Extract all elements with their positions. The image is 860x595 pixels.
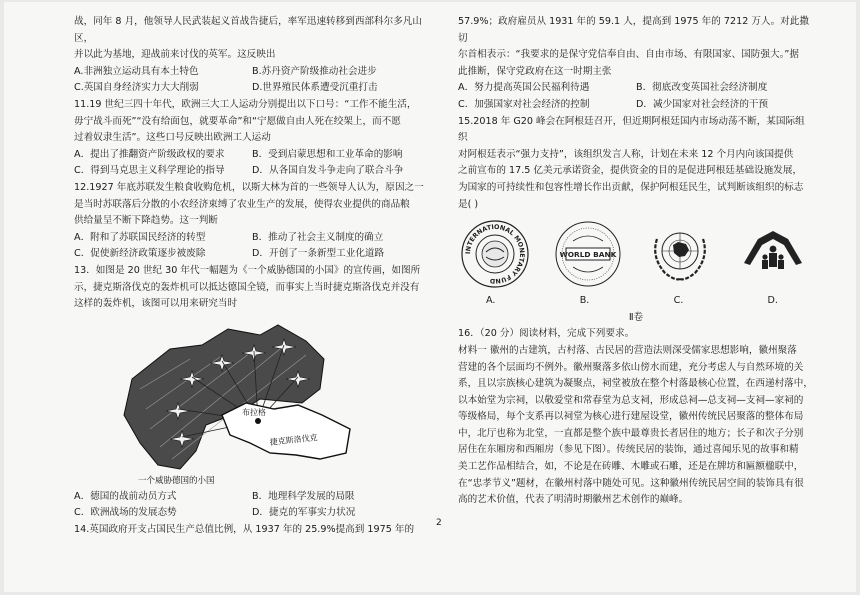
question-12-line: 12.1927 年底苏联发生粮食收购危机，以斯大林为首的一些领导人认为，原因之一: [74, 181, 424, 193]
figure-caption: 一个威胁德国的小国: [138, 475, 215, 486]
question-15-line: 是( ): [458, 198, 479, 210]
options-row: [74, 505, 430, 522]
czech-label: 捷克斯洛伐克: [269, 432, 318, 447]
option-b: B．彻底改变英国社会经济制度: [636, 82, 768, 94]
logo-label-d: D.: [767, 295, 778, 307]
option-a: A．德国的战前动员方式: [74, 490, 177, 502]
options-row: [458, 80, 814, 97]
imf-logo-icon: [460, 219, 530, 289]
propaganda-map-figure: [110, 319, 354, 489]
options-row: [74, 230, 430, 247]
material-line: 高的艺术价值，代表了明清时期徽州艺术创作的巅峰。: [458, 494, 689, 506]
option-d: D．减少国家对社会经济的干预: [636, 98, 769, 110]
world-bank-logo-icon: [553, 219, 623, 289]
options-row: [74, 80, 430, 97]
text-line: 并以此为基地，迎战前来讨伐的英军。这反映出: [74, 49, 276, 61]
material-line: 材料一 徽州的古建筑，古村落、古民居的营造法则深受儒家思想影响，徽州聚落: [458, 344, 797, 356]
left-column: [74, 14, 430, 538]
question-14-line: 14.英国政府开支占国民生产总值比例，从 1937 年的 25.9%提高到 1975 年的: [74, 523, 415, 535]
section-title: Ⅱ卷: [628, 311, 644, 323]
logo-letters: [458, 289, 814, 310]
option-a: A．提出了推翻资产阶级政权的要求: [74, 148, 225, 160]
question-14-line: 57.9%；政府雇员从 1931 年的 59.1 人，提高到 1975 年的 7212 万人。对此撒切: [458, 16, 809, 44]
material-line: 中，北厅也称为北堂，一直都是整个族中最尊贵长者居住的地方；长子和次子分别: [458, 427, 804, 439]
sheltering-hands-logo-icon: [738, 219, 808, 289]
material-line: 在“忠孝节义”题材，在徽州村落中随处可见。这种徽州传统民居空间的装饰具有很: [458, 477, 804, 489]
page-number: 2: [436, 518, 442, 528]
question-14-line: 尔首相表示：“我要求的是保守党信奉自由、自由市场、有限国家、国防强大。”据: [458, 49, 799, 61]
options-row: [74, 489, 430, 506]
question-12-line: 供给量呈不断下降趋势。这一判断: [74, 215, 218, 227]
options-row: [74, 147, 430, 164]
question-15-line: 对阿根廷表示“强力支持”，该组织发言人称，计划在未来 12 个月内向该国提供: [458, 148, 794, 160]
material-line: 系，且以宗族核心建筑为凝聚点，祠堂被放在整个村落最核心位置，在西递村落中，: [458, 378, 813, 390]
option-c: C．得到马克思主义科学理论的指导: [74, 165, 225, 177]
logo-label-c: C.: [673, 295, 684, 307]
option-d: D．开创了一条新型工业化道路: [252, 248, 385, 260]
material-line: 居住在东厢房和西厢房（参见下图）。传统民居的装饰，通过喜闻乐见的故事和精: [458, 444, 799, 456]
options-row: [74, 246, 430, 263]
question-13-line: 示，捷克斯洛伐克的轰炸机可以抵达德国全镜，而事实上当时捷克斯洛伐克并没有: [74, 281, 420, 293]
option-d: D．捷克的军事实力状况: [252, 507, 356, 519]
option-d: D.世界殖民体系遭受沉重打击: [252, 82, 378, 94]
question-11-line: 过着奴隶生活”。这些口号反映出欧洲工人运动: [74, 132, 271, 144]
question-15-line: 为国家的可持续性和包容性增长作出贡献，保护阿根廷民生，试判断该组织的标志: [458, 181, 804, 193]
option-a: A.非洲独立运动具有本土特色: [74, 65, 199, 77]
prague-label: 布拉格: [242, 407, 266, 417]
question-16-line: 16．（20 分）阅读材料，完成下列要求。: [458, 328, 635, 340]
question-15-line: 15.2018 年 G20 峰会在阿根廷召开，但近期阿根廷国内市场动荡不断，某国际组织: [458, 115, 805, 144]
option-c: C．促使新经济政策逐步被废除: [74, 248, 206, 260]
option-b: B．受到启蒙思想和工业革命的影响: [252, 148, 403, 160]
option-c: C.英国自身经济实力大大削弱: [74, 82, 199, 94]
options-row: [74, 64, 430, 81]
option-a: A．努力提高英国公民福利待遇: [458, 82, 590, 94]
option-a: A．附和了苏联国民经济的转型: [74, 231, 206, 243]
options-row: [74, 163, 430, 180]
question-11-line: 毋宁战斗而死”“没有给面包，就要革命”和“宁愿做自由人死在绞架上，而不愿: [74, 115, 401, 127]
question-11-line: 11.19 世纪三四十年代，欧洲三大工人运动分别提出以下口号：“工作不能生活，: [74, 98, 417, 110]
germany-map-illustration: [110, 319, 354, 489]
option-b: B．推动了社会主义制度的确立: [252, 231, 384, 243]
question-13-line: 这样的轰炸机，该图可以用来研究当时: [74, 298, 238, 310]
option-d: D．从各国自发斗争走向了联合斗争: [252, 165, 404, 177]
question-12-line: 是当时苏联落后分散的小农经济束缚了农业生产的发展，使得农业提供的商品粮: [74, 198, 410, 210]
material-line: 美工艺作品相结合，如，不论是在砖雕、木雕或石雕，还是在牌坊和匾额楹联中，: [458, 461, 804, 473]
logo-label-a: A.: [486, 295, 496, 307]
prague-dot: [255, 418, 261, 424]
text-line: 战，同年 8 月，他领导人民武装起义首战告捷后，率军迅速转移到西部科尔多凡山区，: [74, 16, 422, 44]
un-emblem-icon: [645, 219, 715, 289]
question-15-line: 之前宣布的 17.5 亿美元承诺资金，提供资金的目的是促进阿根廷基础设施发展，: [458, 165, 803, 177]
right-column: [458, 14, 814, 509]
material-line: 等级格局，每个支系再以祠堂为核心进行建屋设堂，徽州传统民居聚落的整体布局: [458, 411, 804, 423]
question-14-line: 此推断，保守党政府在这一时期主张: [458, 65, 612, 77]
options-row: [458, 97, 814, 114]
option-c: C．欧洲战场的发展态势: [74, 507, 177, 519]
logo-label-b: B.: [579, 295, 590, 307]
logo-options: [460, 219, 808, 289]
option-c: C．加强国家对社会经济的控制: [458, 98, 590, 110]
exam-page: [4, 2, 856, 592]
material-line: 营建的各个层面均不例外。徽州聚落多依山傍水而建，充分考虑人与自然环境的关: [458, 361, 804, 373]
material-line: 以本始堂为宗祠，以敬爱堂和常春堂为总支祠，形成总祠—总支祠—支祠—家祠的: [458, 394, 804, 406]
imf-seal-text: INTERNATIONAL MONETARY FUND: [463, 223, 527, 286]
option-b: B．地理科学发展的局限: [252, 490, 355, 502]
question-13-line: 13．如图是 20 世纪 30 年代一幅题为《一个威胁德国的小国》的宣传画，如图所: [74, 264, 421, 276]
world-bank-text: WORLD BANK: [559, 250, 617, 260]
option-b: B.苏丹资产阶级推动社会进步: [252, 65, 377, 77]
